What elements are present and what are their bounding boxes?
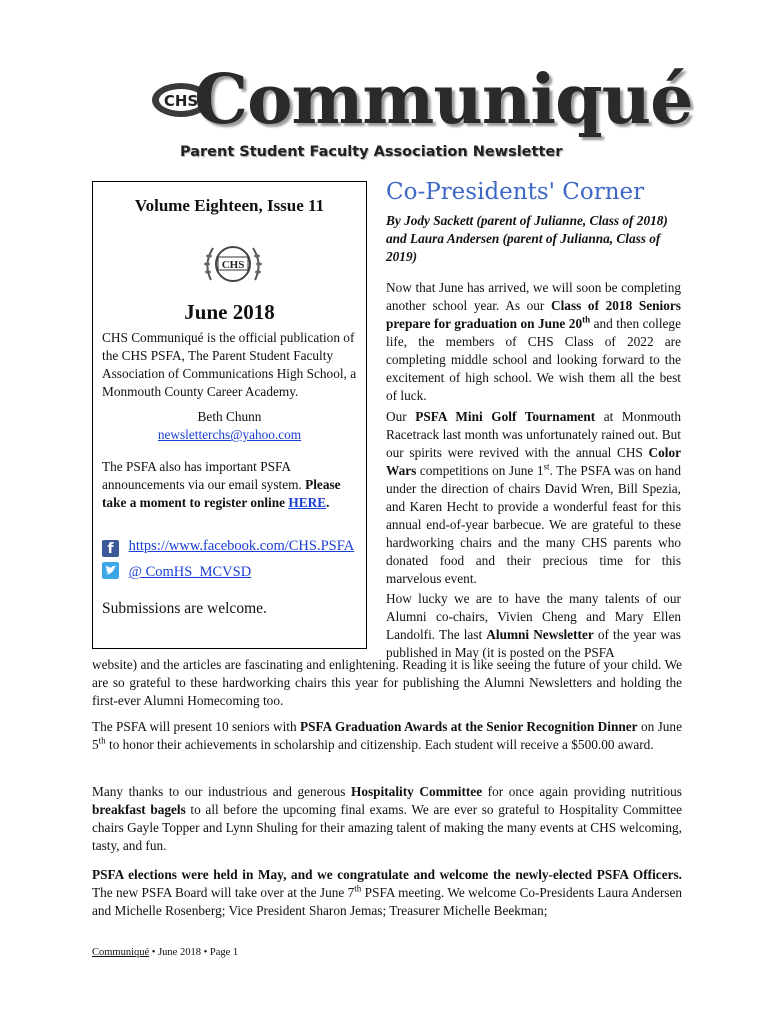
issue-date: June 2018 (184, 300, 275, 324)
register-period: . (326, 495, 330, 510)
logo-text: CHS (163, 92, 199, 110)
footer-date-page: • June 2018 • Page 1 (149, 947, 239, 958)
facebook-icon[interactable]: f (102, 540, 119, 557)
editor-name: Beth Chunn (197, 409, 262, 424)
editor-contact (93, 408, 366, 444)
paragraph-graduation: Now that June has arrived, we will soon be completing another school year. As our Class of 2018 Seniors prepare for graduation on June 20th and then college life, the members of CHS Class of 2022 are completing middle school and looking forward to the excitement of high school. We wish them all the best of luck. (386, 280, 681, 403)
newsletter-subtitle: Parent Student Faculty Association Newsletter (180, 144, 563, 160)
paragraph-alumni: How lucky we are to have the many talents of our Alumni co-chairs, Vivien Cheng and Mary Ellen Landolfi. The last Alumni Newsletter of the year was published in May (it is posted on the PSFA (386, 591, 681, 660)
register-prompt: Please take a moment to register online (102, 477, 341, 510)
publication-description: CHS Communiqué is the official publication of the CHS PSFA, The Parent Student Faculty Association of Communications High School, a Monmouth County Career Academy. (102, 330, 357, 399)
editor-email-link[interactable]: newsletterchs@yahoo.com (157, 427, 302, 442)
email-note-text: The PSFA also has important PSFA announcements via our email system. (102, 459, 302, 492)
volume-issue: Volume Eighteen, Issue 11 (134, 196, 325, 215)
twitter-handle-link[interactable]: @ ComHS_MCVSD (128, 564, 252, 580)
facebook-link[interactable]: https://www.facebook.com/CHS.PSFA (128, 538, 355, 554)
paragraph-mini-golf: Our PSFA Mini Golf Tournament at Monmouth Racetrack last month was unfortunately rained out. But our spirits were revived with the annual CHS Color Wars competitions on June 1st. The PSFA was on hand under the direction of chairs David Wren, Bill Spezia, and Karen Hecht to provide a wonderful feast for this annual end-of-year barbecue. We are grateful to these hardworking chairs and the many CHS parents who donated food and their precious time for this marvelous event. (386, 409, 681, 586)
paragraph-graduation-awards: The PSFA will present 10 seniors with PSFA Graduation Awards at the Senior Recognition Dinner on June 5th to honor their achievements in scholarship and citizenship. Each student will receive a $500.00 award. (92, 719, 682, 752)
paragraph-hospitality: Many thanks to our industrious and generous Hospitality Committee for once again providing nutritious breakfast bagels to all before the upcoming final exams. We are ever so grateful to Hospitality Committee chairs Gayle Topper and Lynn Shuling for their amazing talent of making the many events at CHS welcoming, tasty, and fun. (92, 784, 683, 853)
footer-publication-name: Communiqué (92, 947, 150, 958)
register-here-link[interactable]: HERE (288, 495, 327, 510)
facebook-row (102, 538, 354, 557)
email-registration-note (102, 458, 364, 512)
chs-seal-icon (201, 240, 265, 288)
submissions-note: Submissions are welcome. (102, 600, 267, 617)
twitter-icon[interactable] (102, 562, 119, 579)
twitter-row (102, 562, 251, 581)
sidebar-info-box (92, 181, 367, 649)
seal-text: CHS (221, 259, 245, 271)
article-byline: By Jody Sackett (parent of Julianne, Class of 2018) and Laura Andersen (parent of Julianna, Class of 2019) (386, 213, 668, 264)
newsletter-title: Communiqué (194, 60, 693, 140)
article-title: Co-Presidents' Corner (386, 179, 645, 205)
page-footer (92, 947, 238, 958)
paragraph-alumni-continued: website) and the articles are fascinating and enlightening. Reading it is like seeing the future of your child. We are so grateful to these hardworking chairs this year for publishing the Alumni Newsletters and holding the first-ever Alumni Homecoming too. (92, 657, 682, 708)
masthead (150, 60, 693, 172)
paragraph-elections: PSFA elections were held in May, and we congratulate and welcome the newly-elected PSFA Officers. The new PSFA Board will take over at the June 7th PSFA meeting. We welcome Co-Presidents Laura Andersen and Michelle Rosenberg; Vice President Sharon Jemas; Treasurer Michelle Beekman; (92, 867, 683, 918)
